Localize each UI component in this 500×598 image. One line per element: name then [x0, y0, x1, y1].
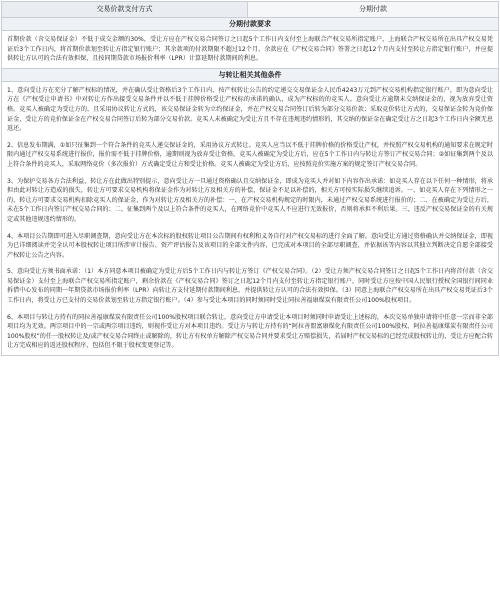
condition-paragraph-3: 3、为保护交易各方合法利益，转让方在此做出特别提示，意向受让方一旦通过资格确认且交纳保证金，即成为竞买人并对如下内容作出承诺：如竞买人存在以下任何一种情形，将承担由此对转让方造成的损失，转让方可要求交易机构将保证金作为对转让方及相关方的补偿，保证金不足以补偿的，相关方可按实际损失继续追诉。一、如竞买人存在下列情形之一的，转让方可要求交易机构扣除竞买人的保证金，作为对转让方及相关方的补偿：一、在产权交易机构规定的时限内，未通过产权交易系统进行报价的；二、在被确定为受让方后，未在5个工作日内签订产权交易合同的；二、征集到两个及以上符合条件的竞买人，在网络竞价中竞买人不应进行无效报价，否则将承担不利后果。三、违反产权交易保证金的有关规定或其他违规违约情形的。 — [7, 177, 493, 223]
other-conditions-section-header — [2, 69, 498, 82]
installment-section-title: 分期付款要求 — [229, 20, 271, 28]
condition-paragraph-6: 6、本项目与转让方持有的同拉善福康煤炭有限责任公司100%股权项目联合转让，意向受让方申请受让本项目时须同时申请受让上述标的，本次交易单独申请将中任意一宗而非全部项目均为无效。两宗项目中的一宗或两宗项目违约，则视作受让方对本项目违约。受让方与转让方持有的“阿拉善盟富康煤化有限责任公司100%股权、阿拉善福康煤炭有限责任公司100%股权”的任一股权转让及/或产权交易合同终止或解除的，转让方有权单方解除产权交易合同并要求受让方赔偿损失，若届时产权交易标的已经完成股权转让的，受让方应配合转让方完成相应的返还股权程序，包括但不限于股权变更登记等。 — [7, 313, 493, 350]
condition-paragraph-2: 2、信息发布期满，①如只征集到一个符合条件的竞买人递交保证金的，采用协议方式转让。竞买人应当以不低于挂牌价格的价格受让产权，并按照产权交易机构的通知要求在规定时限内通过产权交易系统进行报价，报价需不低于挂牌价格，逾期则视为放弃受让资格。竞买人被确定为受让方后，应在5个工作日内与转让方签订产权交易合同；②如征集到两个及以上符合条件的竞买人，采取网络竞价（多次报价）方式确定受让方和受让价格。竞买人被确定为受让方后，应按照竞价实施方案的规定签订产权交易合同。 — [7, 141, 493, 168]
other-conditions-section-title: 与转让相关其他条件 — [218, 70, 282, 79]
other-conditions-section-body — [2, 82, 498, 355]
transfer-conditions-table — [1, 1, 499, 356]
condition-paragraph-1: 1、意向受让方在充分了解产权标的情况，并在确认受让资格后3个工作日内，按产权转让公告的约定递交交易保证金人民币4243万元到产权交易机构指定银行账户，即为意向受让方在《产权受让申请书》中对转让方作出接受交易条件并以不低于挂牌价格受让产权标的承诺的确认，成为产权标的的竞买人。意向受让方逾期未交纳保证金的，视为放弃受让资格。竞买人被确定为受让方的，且采用协议转让方式的，该交易保证金转为立约保证金，并在产权交易合同签订后转为部分交易价款；采取竞价转让方式的，交易保证金转为竞价保证金，受让方的竞价保证金在产权交易合同签订后转为部分交易价款。竞买人未被确定为受让方且不存在违规违约情形的，其交纳的保证金在确定受让方之日起3个工作日内全额无息返还。 — [7, 86, 493, 133]
installment-section-header — [2, 18, 498, 31]
condition-paragraph-4: 4、本项目公告期即可进入尽职调查期，意向受让方在本次标的股权转让项目公告期间有权利和义务自行对产权交易标的进行全面了解。意向受让方通过资格确认并交纳保证金，即视为已详细阅读并完全认可本股权转让项目所涉审计报告、资产评估报告及该项目的全部文件内容，已完成对本项目的全部尽职调查，并依据该等内容以其独立判断决定自愿全部接受产权转让公告之内容。 — [7, 232, 493, 259]
payment-method-row — [2, 2, 498, 18]
installment-section-body — [2, 31, 498, 69]
payment-method-label: 交易价款支付方式 — [2, 2, 248, 17]
payment-method-value: 分期付款 — [248, 2, 498, 17]
installment-requirements-text: 首期价款（含交易保证金）不低于成交金额的30%，受让方应在产权交易合同签订之日起5个工作日内支付至上海联合产权交易所指定账户，上海联合产权交易所在出具产权交易凭证后3个工作日内，将首期价款划至转让方指定银行账户；其余款项的付款期限不超过12个月，余款应在《产权交易合同》签署之日起12个月内支付至转让方指定银行账户，并应提供转让方认可的合法有效担保，且按同期贷款市场报价利率（LPR）计算延期付款期间的利息。 — [7, 36, 493, 63]
condition-paragraph-5: 5、意向受让方须书面承诺：（1）本方同意本项目被确定为受让方后5个工作日内与转让方签订《产权交易合同》。（2）受让方须产权交易合同签订之日起5个工作日内将首付款（含交易保证金）支付至上海联合产权交易所指定账户，剩余价款在《产权交易合同》签订之日起12个月内支付至转让方指定银行账户，同时受让方应按中国人民银行授权全国银行间同业拆借中心发布的同期一年期贷款市场报价利率（LPR）向转让方支付延期付款期间利息，并提供转让方认可的合法有效担保。（3）同意上海联合产权交易所在出具产权交易凭证后3个工作日内，将受让方已支付的交易价款划至转让方指定银行账户。（4）参与受让本项目的同时须同时受让同拉善福康煤炭有限责任公司100%股权项目。 — [7, 268, 493, 305]
